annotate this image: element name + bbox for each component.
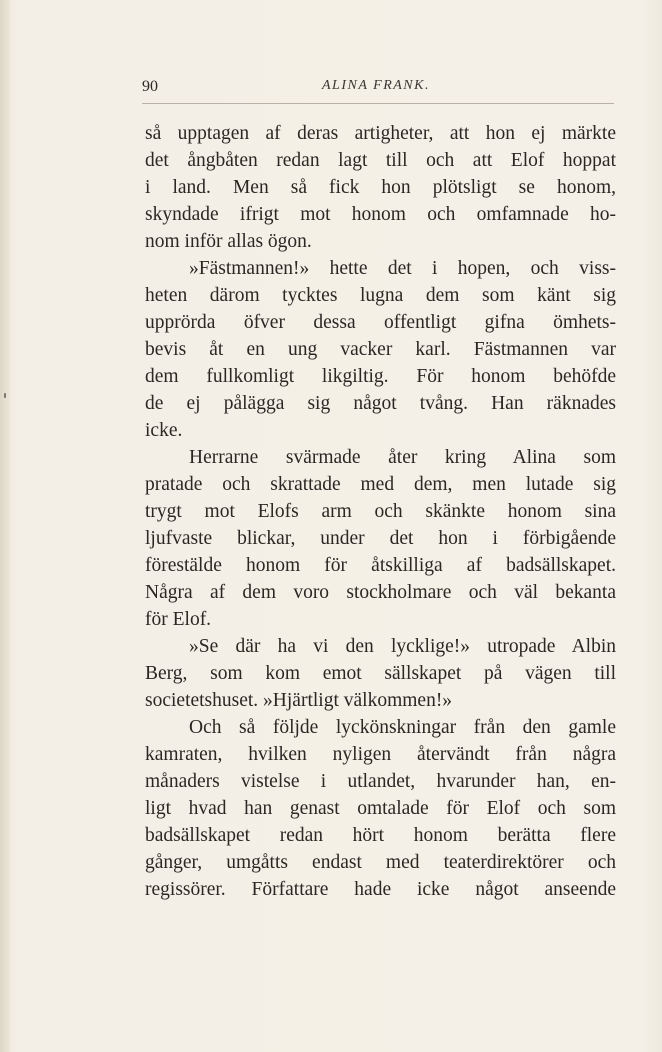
text-line: för Elof.: [145, 609, 212, 630]
margin-speck: [4, 393, 6, 398]
text-line: regissörer. Författare hade icke något anseende: [145, 879, 616, 900]
page-header: [142, 78, 614, 100]
header-rule: [142, 103, 614, 104]
text-line: upprörda öfver dessa offentligt gifna ömhets-: [145, 312, 616, 333]
text-line: pratade och skrattade med dem, men lutade sig: [145, 474, 616, 495]
text-line: kamraten, hvilken nyligen återvändt från några: [145, 744, 616, 765]
text-line: trygt mot Elofs arm och skänkte honom sina: [145, 501, 616, 522]
text-line: Några af dem voro stockholmare och väl bekanta: [145, 582, 616, 603]
text-line: så upptagen af deras artigheter, att hon ej märkte: [145, 123, 616, 144]
page-binding-edge: [0, 0, 10, 1052]
text-line: »Fästmannen!» hette det i hopen, och viss-: [189, 258, 616, 279]
text-line: i land. Men så fick hon plötsligt se honom,: [145, 177, 616, 198]
text-line: »Se där ha vi den lycklige!» utropade Albin: [189, 636, 616, 657]
text-line: skyndade ifrigt mot honom och omfamnade ho-: [145, 204, 616, 225]
text-line: heten därom tycktes lugna dem som känt sig: [145, 285, 616, 306]
body-text: [145, 120, 616, 903]
text-line: badsällskapet redan hört honom berätta flere: [145, 825, 616, 846]
text-line: gånger, umgåtts endast med teaterdirektörer och: [145, 852, 616, 873]
text-line: nom inför allas ögon.: [145, 231, 312, 252]
text-line: ligt hvad han genast omtalade för Elof och som: [145, 798, 616, 819]
text-line: ljufvaste blickar, under det hon i förbigående: [145, 528, 616, 549]
running-title: ALINA FRANK.: [322, 78, 430, 93]
text-line: förestälde honom för åtskilliga af badsällskapet.: [145, 555, 616, 576]
text-line: Berg, som kom emot sällskapet på vägen till: [145, 663, 616, 684]
text-line: Herrarne svärmade åter kring Alina som: [189, 447, 616, 468]
text-line: det ångbåten redan lagt till och att Elof hoppat: [145, 150, 616, 171]
text-line: månaders vistelse i utlandet, hvarunder han, en-: [145, 771, 616, 792]
text-line: societetshuset. »Hjärtligt välkommen!»: [145, 690, 453, 711]
text-line: icke.: [145, 420, 183, 441]
text-line: Och så följde lyckönskningar från den gamle: [189, 717, 616, 738]
text-line: bevis åt en ung vacker karl. Fästmannen var: [145, 339, 616, 360]
page-number: 90: [142, 78, 158, 95]
text-line: dem fullkomligt likgiltig. För honom behöfde: [145, 366, 616, 387]
text-line: de ej pålägga sig något tvång. Han räknades: [145, 393, 616, 414]
